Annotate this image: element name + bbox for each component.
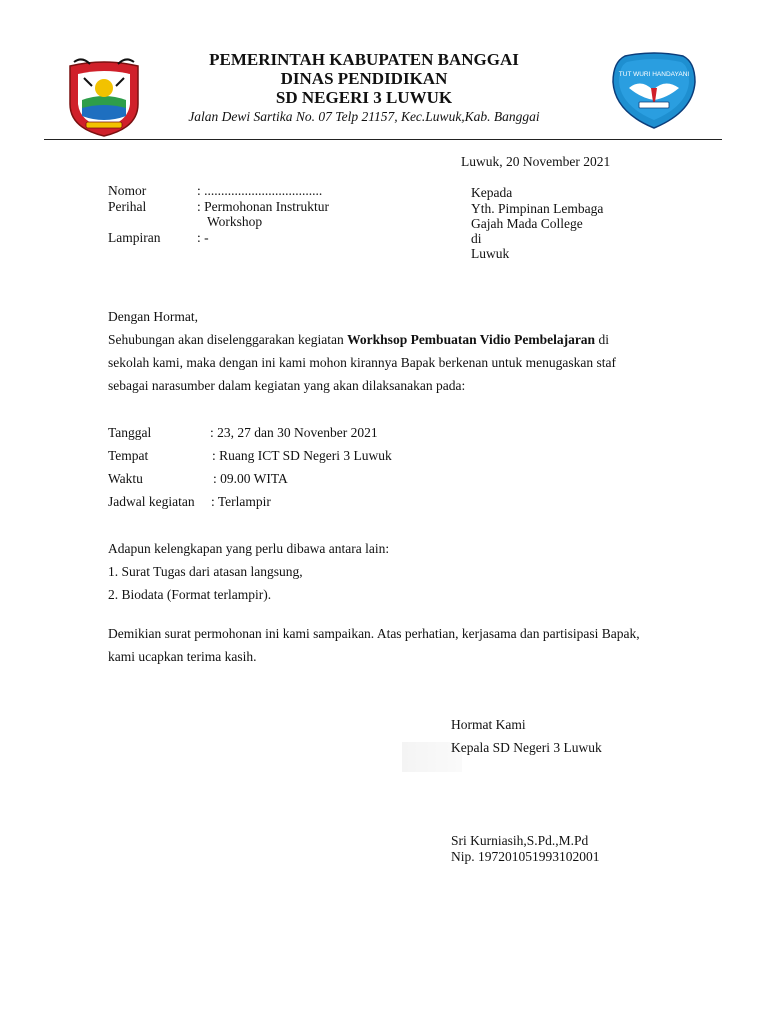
waktu-value: : 09.00 WITA — [213, 471, 288, 486]
letterhead-government: PEMERINTAH KABUPATEN BANGGAI — [209, 50, 519, 69]
closing-line2: kami ucapkan terima kasih. — [108, 649, 257, 664]
body-text-end: di — [595, 332, 609, 347]
tut-wuri-handayani-text: TUT WURI HANDAYANI — [618, 71, 690, 78]
jadwal-label: Jadwal kegiatan — [108, 494, 195, 509]
body-paragraph-line2: sekolah kami, maka dengan ini kami mohon kirannya Bapak berkenan untuk menugaskan staf — [108, 355, 616, 370]
tanggal-label: Tanggal — [108, 425, 152, 440]
recipient-di: di — [471, 231, 482, 246]
tanggal-value: : 23, 27 dan 30 Novenber 2021 — [210, 425, 378, 440]
perihal-value: : Permohonan Instruktur — [197, 199, 329, 214]
letterhead — [0, 50, 728, 126]
greeting: Dengan Hormat, — [108, 309, 198, 324]
recipient-city: Luwuk — [471, 246, 510, 261]
closing-line1: Demikian surat permohonan ini kami sampaikan. Atas perhatian, kerjasama dan partisipasi Bapak, — [108, 626, 640, 641]
requirements-intro: Adapun kelengkapan yang perlu dibawa antara lain: — [108, 541, 390, 556]
body-paragraph-line3: sebagai narasumber dalam kegiatan yang akan dilaksanakan pada: — [108, 378, 466, 393]
letter-date: Luwuk, 20 November 2021 — [461, 154, 611, 169]
tempat-label: Tempat — [108, 448, 149, 463]
letterhead-divider — [44, 139, 722, 140]
signature-position: Kepala SD Negeri 3 Luwuk — [451, 740, 602, 755]
body-text: Sehubungan akan diselenggarakan kegiatan — [108, 332, 348, 347]
nomor-label: Nomor — [108, 183, 147, 198]
event-name: Workhsop Pembuatan Vidio Pembelajaran — [347, 332, 596, 347]
signature-regards: Hormat Kami — [451, 717, 526, 732]
recipient-institution: Gajah Mada College — [471, 216, 583, 231]
perihal-label: Perihal — [108, 199, 147, 214]
signatory-name: Sri Kurniasih,S.Pd.,M.Pd — [451, 833, 589, 848]
letterhead-department: DINAS PENDIDIKAN — [280, 69, 448, 88]
recipient-title: Yth. Pimpinan Lembaga — [471, 201, 604, 216]
jadwal-value: : Terlampir — [211, 494, 271, 509]
waktu-label: Waktu — [108, 471, 143, 486]
requirement-item: 1. Surat Tugas dari atasan langsung, — [108, 564, 303, 579]
requirement-item: 2. Biodata (Format terlampir). — [108, 587, 272, 602]
letterhead-address: Jalan Dewi Sartika No. 07 Telp 21157, Kec.Luwuk,Kab. Banggai — [188, 109, 540, 124]
lampiran-value: : - — [197, 230, 209, 245]
tempat-value: : Ruang ICT SD Negeri 3 Luwuk — [212, 448, 392, 463]
letterhead-school: SD NEGERI 3 LUWUK — [275, 88, 453, 107]
signatory-nip: Nip. 197201051993102001 — [451, 849, 600, 864]
lampiran-label: Lampiran — [108, 230, 161, 245]
recipient-kepada: Kepada — [471, 185, 513, 200]
nomor-value: : ................................... — [197, 183, 323, 198]
perihal-value-cont: Workshop — [207, 214, 263, 229]
body-paragraph-line1 — [108, 328, 609, 351]
